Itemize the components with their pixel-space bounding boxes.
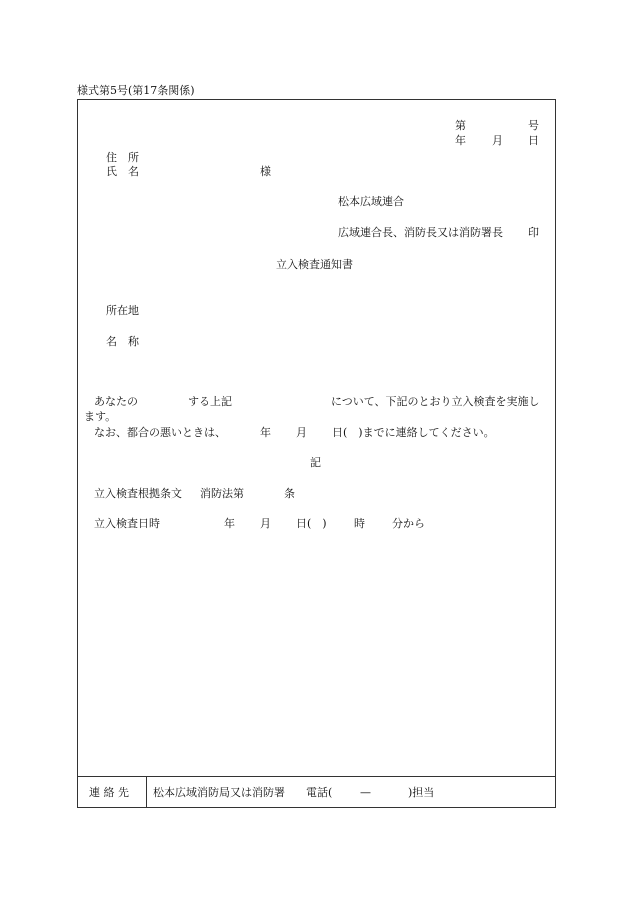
form-label: 様式第5号(第17条関係) <box>77 84 195 97</box>
inspection-basis-law: 消防法第 <box>200 487 244 500</box>
body-line3-year: 年 <box>260 426 271 439</box>
form-frame <box>77 99 556 808</box>
body-line3-month: 月 <box>296 426 307 439</box>
inspection-minute: 分から <box>392 517 425 530</box>
inspection-basis-article: 条 <box>284 487 295 500</box>
contact-phone-label: 電話( <box>306 786 333 799</box>
contact-phone-end: )担当 <box>408 786 435 799</box>
seal-mark: 印 <box>528 226 539 239</box>
inspection-day: 日( ) <box>296 517 327 530</box>
contact-divider <box>77 776 556 777</box>
inspection-basis-label: 立入検査根拠条文 <box>94 487 182 500</box>
contact-phone-dash: — <box>360 786 371 799</box>
inspection-hour: 時 <box>354 517 365 530</box>
number-suffix: 号 <box>528 119 539 132</box>
date-day: 日 <box>528 134 539 147</box>
honorific: 様 <box>260 165 271 178</box>
body-line2: ます。 <box>84 410 117 423</box>
date-year: 年 <box>455 134 466 147</box>
contact-label: 連 絡 先 <box>89 786 129 799</box>
ki-label: 記 <box>310 456 321 469</box>
body-line3-a: なお、都合の悪いときは、 <box>94 426 226 439</box>
inspection-datetime-label: 立入検査日時 <box>94 517 160 530</box>
issuer-title: 広域連合長、消防長又は消防署長 <box>338 226 503 239</box>
inspection-month: 月 <box>260 517 271 530</box>
subject-name-label: 名 称 <box>106 335 139 348</box>
inspection-year: 年 <box>224 517 235 530</box>
body-line1-a: あなたの <box>94 395 138 408</box>
contact-office: 松本広域消防局又は消防署 <box>153 786 285 799</box>
contact-column-divider <box>146 776 147 808</box>
body-line3-day: 日( )までに連絡してください。 <box>332 426 495 439</box>
body-line1-b: する上記 <box>188 395 232 408</box>
name-label: 氏 名 <box>106 165 139 178</box>
address-label: 住 所 <box>106 151 139 164</box>
body-line1-c: について、下記のとおり立入検査を実施し <box>331 395 540 408</box>
date-month: 月 <box>492 134 503 147</box>
issuer-org: 松本広域連合 <box>338 195 404 208</box>
location-label: 所在地 <box>106 304 139 317</box>
document-title: 立入検査通知書 <box>276 258 353 271</box>
number-prefix: 第 <box>455 119 466 132</box>
